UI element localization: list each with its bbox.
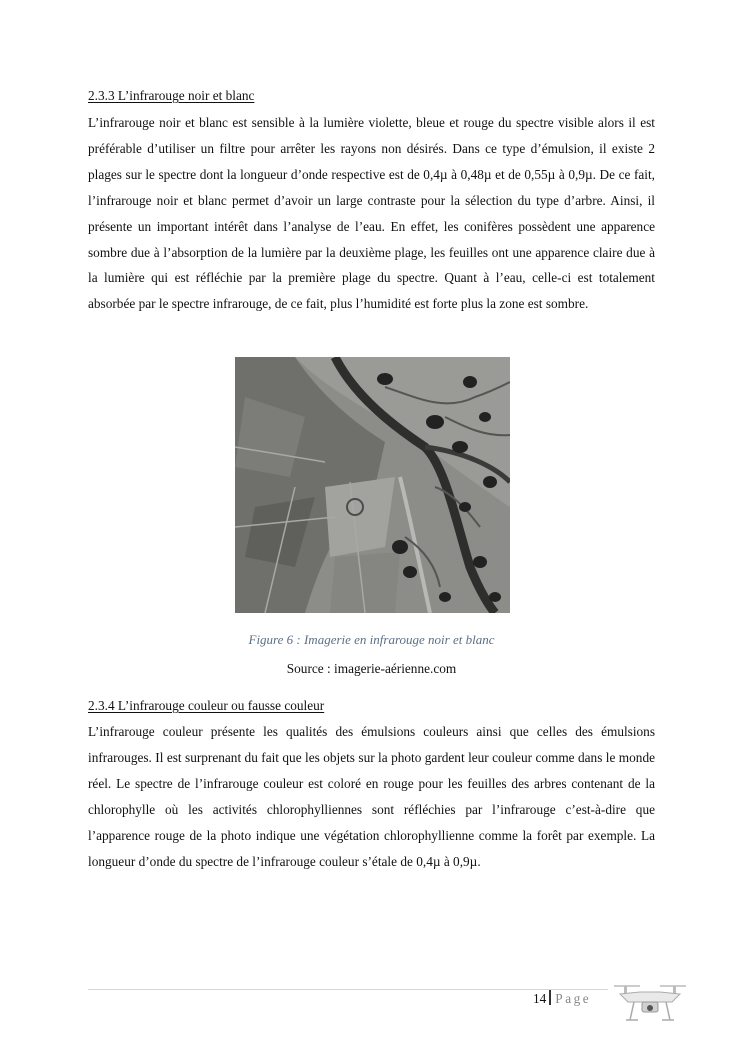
footer-divider — [88, 989, 608, 990]
figure-caption: Figure 6 : Imagerie en infrarouge noir et blanc — [248, 632, 495, 647]
page-label: Page — [555, 991, 592, 1006]
section-heading-infrared-bw: 2.3.3 L’infrarouge noir et blanc — [88, 88, 255, 103]
footer-separator — [549, 990, 551, 1005]
drone-icon — [610, 972, 690, 1028]
page-footer — [533, 990, 591, 1007]
section-heading-color-infrared: 2.3.4 L’infrarouge couleur ou fausse couleur — [88, 698, 325, 713]
section-paragraph-infrared-bw: L’infrarouge noir et blanc est sensible à la lumière violette, bleue et rouge du spectre visible alors il est préférable d’utiliser un filtre pour arrêter les rayons non désirés. Dans ce type d’émulsion, il existe 2 plages sur le spectre dont la longueur d’onde respective est de 0,4µ à 0,48µ et de 0,55µ à 0,9µ. De ce fait, l’infrarouge noir et blanc permet d’avoir un large contraste pour la sélection du type d’arbre. Ainsi, il présente un important intérêt dans l’analyse de l’eau. En effet, les conifères possèdent une apparence sombre due à l’absorption de la lumière par la deuxième plage, les feuilles ont une apparence claire due à la lumière qui est réfléchie par la première plage du spectre. Quant à l’eau, celle-ci est totalement absorbée par le spectre infrarouge, de ce fait, plus l’humidité est forte plus la zone est sombre. — [88, 115, 655, 312]
figure-source: Source : imagerie-aérienne.com — [286, 661, 457, 676]
section-paragraph-color-infrared: L’infrarouge couleur présente les qualités des émulsions couleurs ainsi que celles des émulsions infrarouges. Il est surprenant du fait que les objets sur la photo gardent leur couleur comme dans le monde réel. Le spectre de l’infrarouge couleur est coloré en rouge pour les feuilles des arbres contenant de la chlorophylle où les activités chlorophylliennes sont réfléchies par l’infrarouge c’est-à-dire que l’apparence rouge de la photo indique une végétation chlorophyllienne comme la forêt par exemple. La longueur d’onde du spectre de l’infrarouge couleur s’étale de 0,4µ à 0,9µ. — [88, 724, 655, 869]
infrared-aerial-photo — [235, 357, 510, 613]
page-number: 14 — [533, 991, 547, 1006]
